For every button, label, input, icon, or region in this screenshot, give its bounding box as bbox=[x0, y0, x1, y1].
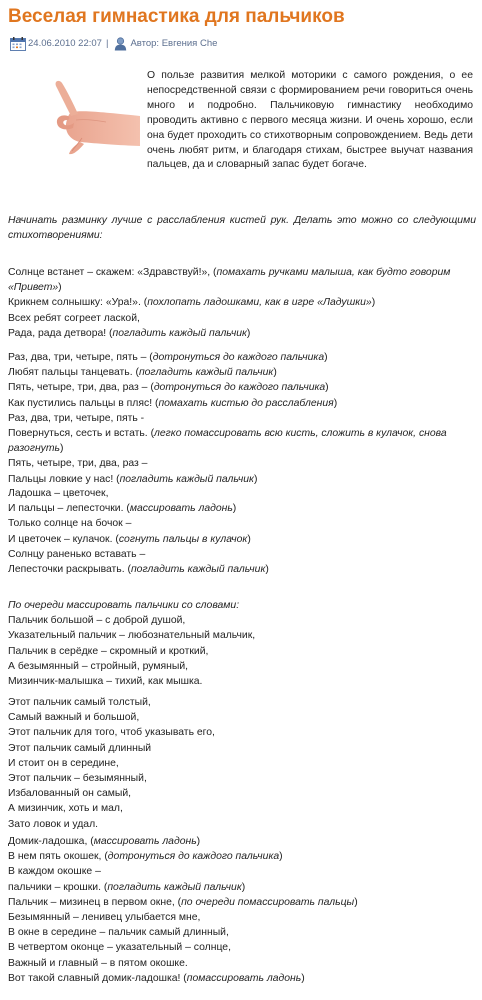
poem-line: Указательный пальчик – любознательный мальчик, bbox=[8, 630, 256, 642]
line-text: ) bbox=[273, 367, 277, 379]
poem-line bbox=[8, 396, 476, 411]
line-text: Повернуться, сесть и встать. ( bbox=[8, 428, 155, 440]
poem-palm-house bbox=[8, 834, 476, 986]
line-text: Лепесточки раскрывать. ( bbox=[8, 564, 131, 576]
action-instruction: погладить каждый пальчик bbox=[138, 367, 274, 379]
poem-line: В четвертом оконце – указательный – солнце, bbox=[8, 942, 231, 954]
action-instruction: похлопать ладошками, как в игре «Ладушки» bbox=[147, 297, 372, 309]
article-title[interactable]: Веселая гимнастика для пальчиков bbox=[8, 6, 345, 27]
line-text: Как пустились пальцы в пляс! ( bbox=[8, 397, 159, 409]
poem-line: Солнцу раненько вставать – bbox=[8, 548, 146, 560]
poem-line bbox=[8, 426, 476, 456]
line-text: ) bbox=[196, 836, 201, 847]
action-instruction: погладить каждый пальчик bbox=[130, 564, 266, 576]
poem-count bbox=[8, 350, 476, 487]
poem-line bbox=[8, 834, 476, 849]
line-text: В нем пять окошек, ( bbox=[8, 851, 108, 863]
line-text: Домик-ладошка, ( bbox=[8, 836, 94, 847]
action-instruction: дотронуться до каждого пальчика bbox=[107, 851, 280, 863]
poem-line: Избалованный он самый, bbox=[8, 788, 132, 800]
line-text: ) bbox=[265, 564, 269, 576]
poem-line bbox=[8, 265, 476, 295]
action-instruction: массировать ладонь bbox=[129, 503, 233, 515]
instruction-note-text: Начинать разминку лучше с расслабления кистей рук. Делать это можно со следующими стихотворениями: bbox=[8, 215, 476, 242]
line-text: Пальцы ловкие у нас! ( bbox=[8, 473, 120, 485]
action-instruction: легко помассировать всю кисть, сложить в кулачок, снова разогнуть bbox=[8, 428, 447, 455]
line-text: Пальчик – мизинец в первом окне, ( bbox=[8, 896, 182, 908]
poem-line: Этот пальчик – безымянный, bbox=[8, 773, 147, 785]
line-text: пальчики – крошки. ( bbox=[8, 881, 108, 893]
poem-line bbox=[8, 971, 476, 986]
poem-line bbox=[8, 880, 476, 895]
article-date: 24.06.2010 22:07 bbox=[28, 38, 102, 49]
line-text: ) bbox=[301, 972, 305, 984]
poem-heading: По очереди массировать пальчики со словами: bbox=[8, 600, 240, 611]
line-text: Раз, два, три, четыре, пять – ( bbox=[8, 352, 153, 363]
poem-line bbox=[8, 472, 476, 487]
poem-line bbox=[8, 380, 476, 395]
line-text: ) bbox=[279, 851, 283, 863]
line-text: ) bbox=[354, 896, 358, 908]
action-instruction: согнуть пальцы в кулачок bbox=[118, 533, 248, 545]
poem-line bbox=[8, 895, 476, 910]
line-text: ) bbox=[59, 443, 64, 455]
poem-line: Мизинчик-малышка – тихий, как мышка. bbox=[8, 676, 203, 688]
action-instruction: погладить каждый пальчик bbox=[119, 473, 254, 485]
poem-line bbox=[8, 562, 476, 577]
poem-fingers-names bbox=[8, 598, 476, 689]
poem-line bbox=[8, 350, 476, 365]
line-text: И пальцы – лепесточки. ( bbox=[8, 503, 130, 515]
line-text: Крикнем солнышку: «Ура!». ( bbox=[8, 297, 148, 309]
line-text: И цветочек – кулачок. ( bbox=[8, 533, 119, 545]
line-text: ) bbox=[241, 881, 246, 893]
action-instruction: массировать ладонь bbox=[93, 836, 197, 847]
hand-ok-gesture-image bbox=[40, 76, 140, 160]
poem-line: А безымянный – стройный, румяный, bbox=[8, 660, 189, 672]
action-instruction: помахать кистью до расслабления bbox=[158, 397, 334, 409]
poem-line: Этот пальчик самый длинный bbox=[8, 742, 152, 754]
action-instruction: погладить каждый пальчик bbox=[107, 881, 242, 893]
poem-line bbox=[8, 532, 476, 547]
action-instruction: помассировать ладонь bbox=[186, 972, 302, 984]
instruction-note bbox=[8, 213, 476, 243]
poem-line: Этот пальчик для того, чтоб указывать его, bbox=[8, 727, 215, 739]
action-instruction: по очереди помассировать пальцы bbox=[181, 896, 355, 908]
poem-line bbox=[8, 326, 476, 341]
poem-line: В окне в середине – пальчик самый длинный, bbox=[8, 927, 229, 939]
line-text: Любят пальцы танцевать. ( bbox=[8, 367, 139, 379]
poem-sun bbox=[8, 265, 476, 341]
article-meta bbox=[10, 36, 217, 52]
action-instruction: погладить каждый пальчик bbox=[112, 327, 247, 339]
action-instruction: помахать ручками малыша, как будто говорим «Привет» bbox=[8, 267, 451, 294]
line-text: ) bbox=[333, 397, 338, 409]
line-text: ) bbox=[253, 473, 258, 485]
line-text: ) bbox=[246, 327, 251, 339]
poem-line: И стоит он в середине, bbox=[8, 757, 119, 769]
poem-line: Важный и главный – в пятом окошке. bbox=[8, 957, 188, 969]
line-text: ) bbox=[247, 533, 251, 545]
action-instruction: дотронуться до каждого пальчика bbox=[153, 382, 326, 394]
article-author[interactable]: Автор: Евгения Che bbox=[130, 38, 218, 49]
poem-line: Пальчик большой – с доброй душой, bbox=[8, 615, 186, 627]
poem-line bbox=[8, 501, 476, 516]
line-text: Пять, четыре, три, два, раз – ( bbox=[8, 382, 154, 394]
poem-line: В каждом окошке – bbox=[8, 866, 101, 878]
poem-line: Раз, два, три, четыре, пять - bbox=[8, 412, 145, 424]
poem-line: Всех ребят согреет лаской, bbox=[8, 312, 140, 324]
poem-line: Безымянный – ленивец улыбается мне, bbox=[8, 912, 201, 924]
poem-line: Только солнце на бочок – bbox=[8, 518, 132, 530]
poem-line: Самый важный и большой, bbox=[8, 712, 140, 724]
action-instruction: дотронуться до каждого пальчика bbox=[152, 352, 325, 363]
line-text: ) bbox=[58, 282, 62, 294]
meta-separator: | bbox=[105, 38, 109, 49]
poem-this-finger bbox=[8, 695, 476, 832]
poem-line: Зато ловок и удал. bbox=[8, 818, 99, 830]
poem-line: Пять, четыре, три, два, раз – bbox=[8, 458, 148, 470]
line-text: Рада, рада детвора! ( bbox=[8, 327, 113, 339]
line-text: ) bbox=[325, 382, 329, 394]
poem-line bbox=[8, 849, 476, 864]
line-text: Вот такой славный домик-ладошка! ( bbox=[8, 972, 187, 984]
calendar-icon bbox=[10, 37, 26, 51]
poem-line: Пальчик в серёдке – скромный и кроткий, bbox=[8, 645, 209, 657]
line-text: Солнце встанет – скажем: «Здравствуй!», ( bbox=[8, 267, 217, 278]
poem-line: А мизинчик, хоть и мал, bbox=[8, 803, 123, 815]
line-text: ) bbox=[371, 297, 376, 309]
intro-paragraph: О пользе развития мелкой моторики с самого рождения, о ее непосредственной связи с формированием речи говориться очень много и подробно. Пальчиковую гимнастику необходимо проводить активно с первого месяца жизни. И очень хорошо, если она будет проходить со стихотворным сопровождением. Ведь дети очень любят ритм, и благодаря стихам, быстрее выучат названия пальцев, да и словарный запас будет богаче. bbox=[147, 70, 473, 171]
line-text: ) bbox=[232, 503, 237, 515]
user-icon bbox=[114, 37, 127, 51]
poem-line bbox=[8, 295, 476, 310]
poem-line: Ладошка – цветочек, bbox=[8, 488, 109, 499]
poem-line: Этот пальчик самый толстый, bbox=[8, 697, 151, 708]
line-text: ) bbox=[324, 352, 328, 363]
poem-flower bbox=[8, 486, 476, 577]
poem-line bbox=[8, 365, 476, 380]
